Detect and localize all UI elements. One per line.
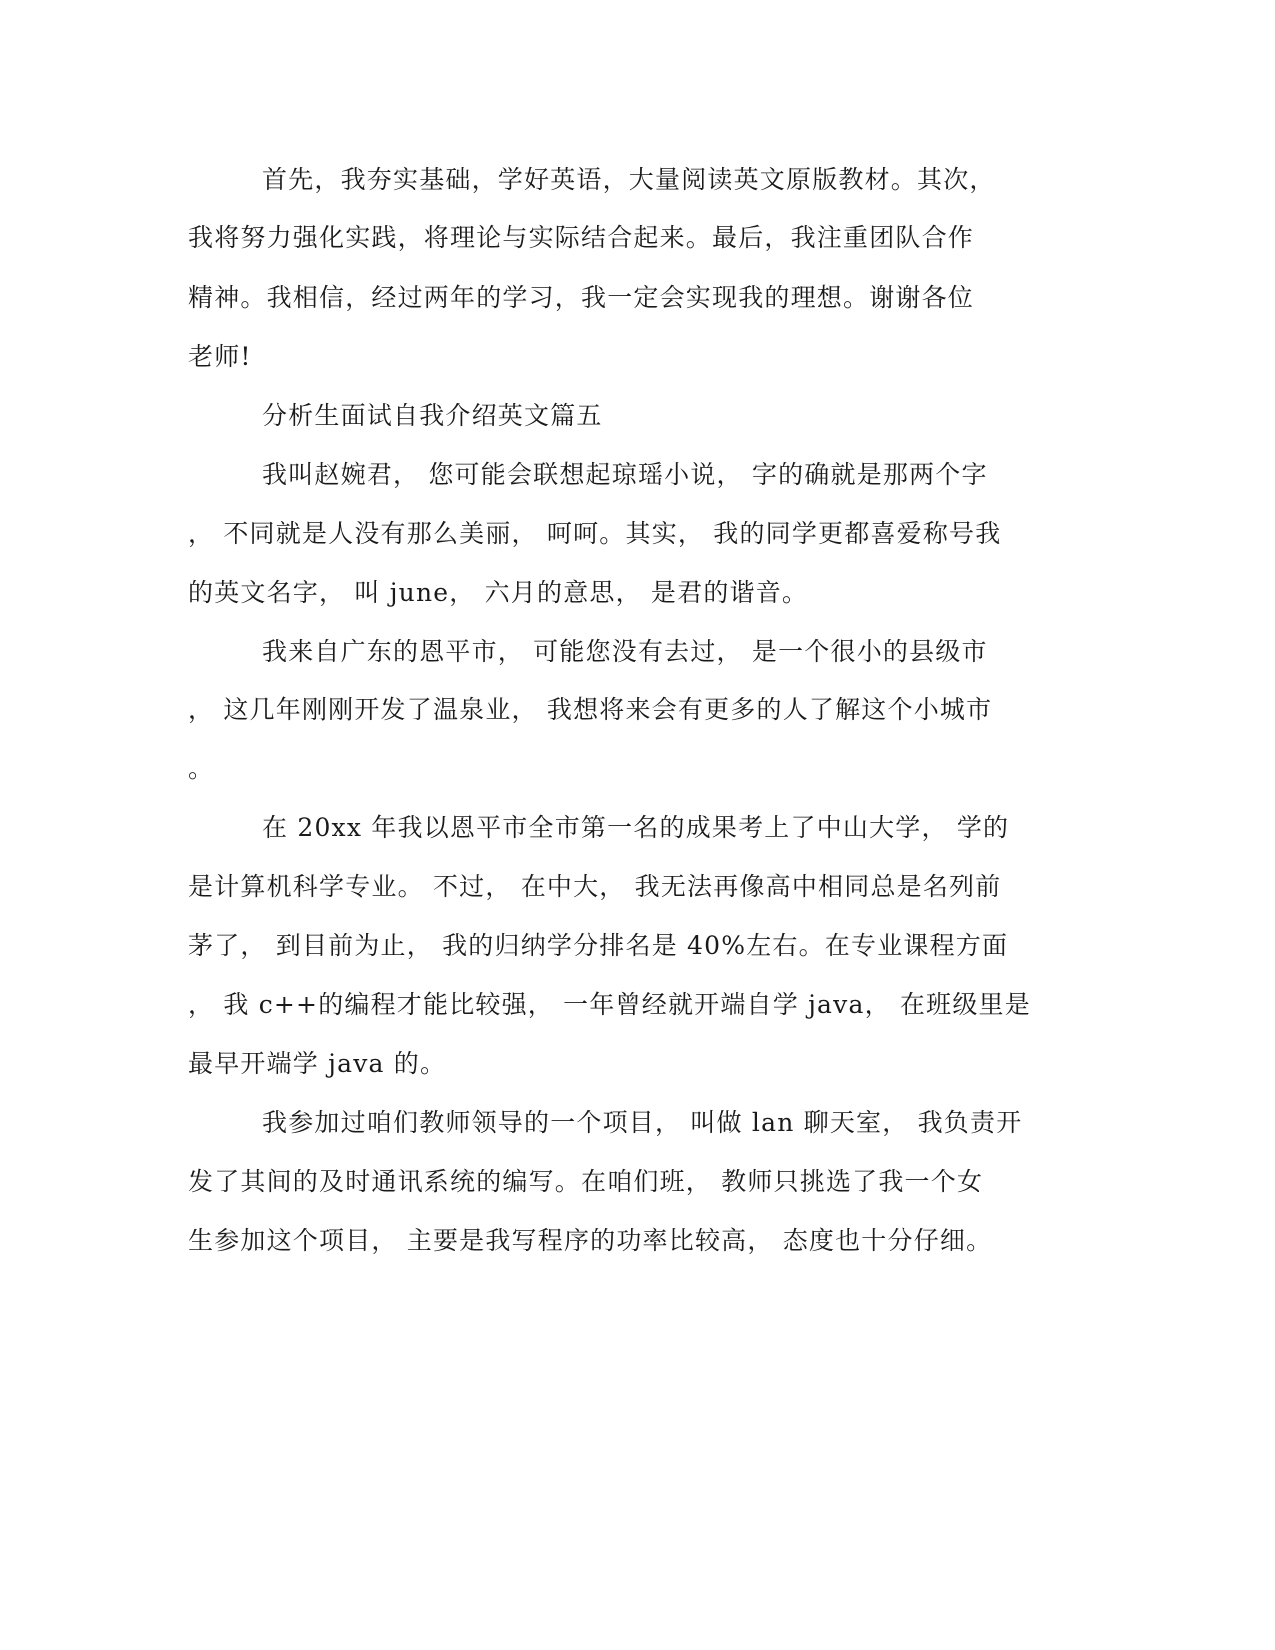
text-line: 是计算机科学专业。 不过， 在中大， 我无法再像高中相同总是名列前: [188, 872, 1002, 901]
text-line: 在 20xx 年我以恩平市全市第一名的成果考上了中山大学， 学的: [262, 813, 1010, 842]
text-line: 。: [188, 754, 215, 783]
text-line: 生参加这个项目， 主要是我写程序的功率比较高， 态度也十分仔细。: [188, 1226, 993, 1255]
section-heading: 分析生面试自我介绍英文篇五: [262, 401, 603, 430]
text-line: 我参加过咱们教师领导的一个项目， 叫做 lan 聊天室， 我负责开: [262, 1108, 1023, 1137]
text-line: 我来自广东的恩平市， 可能您没有去过， 是一个很小的县级市: [262, 637, 988, 666]
text-line: ， 我 c++的编程才能比较强， 一年曾经就开端自学 java， 在班级里是: [188, 990, 1031, 1019]
text-line: 首先，我夯实基础，学好英语，大量阅读英文原版教材。其次，: [262, 165, 996, 194]
text-line: 精神。我相信，经过两年的学习，我一定会实现我的理想。谢谢各位: [188, 283, 975, 312]
text-line: ， 这几年刚刚开发了温泉业， 我想将来会有更多的人了解这个小城市: [188, 695, 993, 724]
text-line: 老师!: [188, 342, 252, 371]
text-line: 最早开端学 java 的。: [188, 1049, 447, 1078]
text-line: 发了其间的及时通讯系统的编写。在咱们班， 教师只挑选了我一个女: [188, 1167, 984, 1196]
text-line: 的英文名字， 叫 june， 六月的意思， 是君的谐音。: [188, 578, 809, 607]
text-line: 我将努力强化实践，将理论与实际结合起来。最后，我注重团队合作: [188, 223, 975, 252]
text-line: 茅了， 到目前为止， 我的归纳学分排名是 40%左右。在专业课程方面: [188, 931, 1009, 960]
text-line: 我叫赵婉君， 您可能会联想起琼瑶小说， 字的确就是那两个字: [262, 460, 988, 489]
text-line: ， 不同就是人没有那么美丽， 呵呵。其实， 我的同学更都喜爱称号我: [188, 519, 1002, 548]
